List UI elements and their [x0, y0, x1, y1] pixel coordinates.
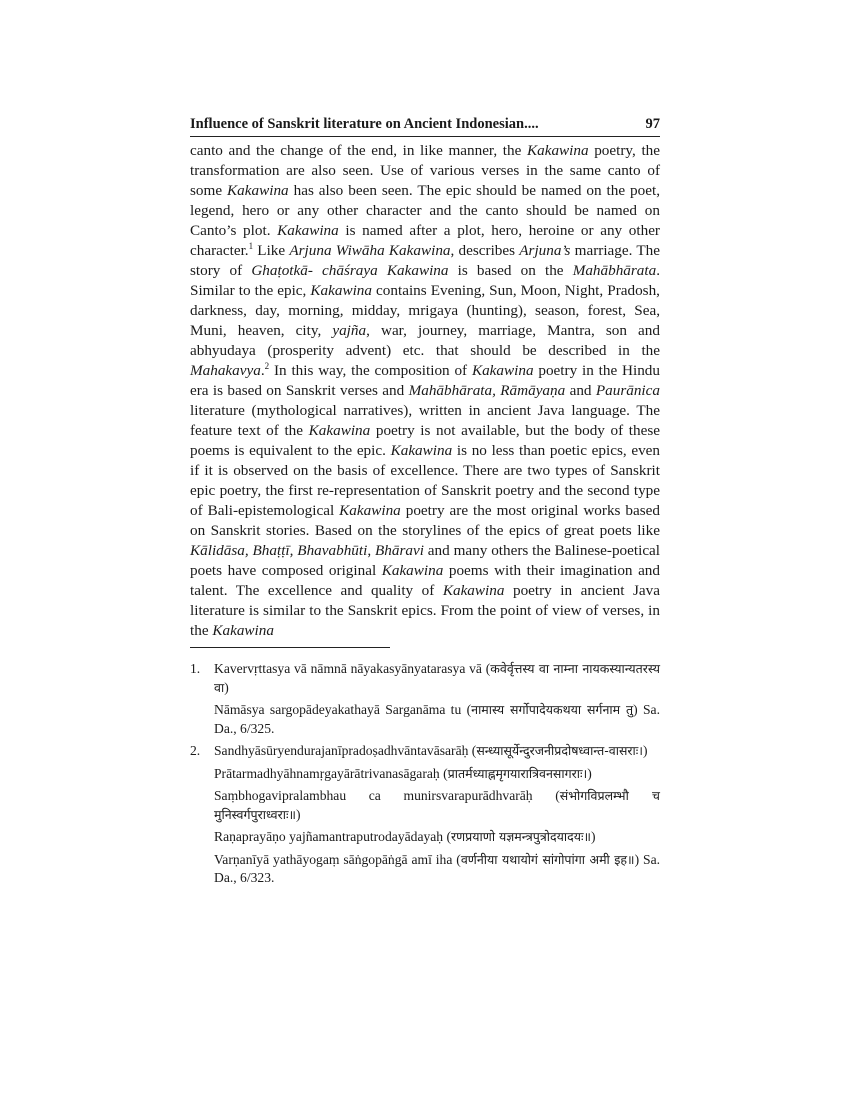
footnote-2 — [190, 742, 660, 892]
running-title: Influence of Sanskrit literature on Ancient Indonesian.... — [190, 116, 539, 132]
text-run: literature (mythological narratives), written in ancient Java language. The feature text of the — [190, 402, 660, 439]
running-header — [190, 116, 660, 137]
devanagari-text: कवेर्वृत्तस्य वा नाम्ना नायकस्यान्यतरस्य वा — [214, 661, 660, 695]
text-run: contains Evening, Sun, Moon, Night, Pradosh, darkness, day, morning, midday, mrigaya (hunting), season, forest, Sea, Muni, heaven, city, — [190, 282, 660, 339]
footnote-line — [214, 787, 660, 824]
italic-term: Kakawina — [390, 442, 453, 459]
italic-term: Mahābhārata — [572, 262, 657, 279]
devanagari-text: सन्ध्यासूर्येन्दुरजनीप्रदोषध्वान्त-वासराः। — [476, 743, 644, 758]
citation-text: ) — [591, 829, 596, 844]
footnote-ref-1[interactable]: 1 — [248, 240, 254, 251]
devanagari-text: संभोगविप्रलम्भौ च मुनिस्वर्गपुराध्वराः॥ — [214, 788, 660, 822]
italic-term: Kakawina — [339, 502, 401, 519]
citation-text: ) — [224, 679, 229, 695]
text-run: poetry, the transformation are also seen. Use of various verses in the same canto of some — [190, 142, 660, 199]
text-run: . — [260, 362, 265, 379]
footnote-number: 1. — [190, 661, 201, 676]
page-number: 97 — [645, 116, 660, 132]
roman-text: Prātarmadhyāhnamṛgayārātrivanasāgaraḥ ( — [214, 765, 448, 781]
italic-term: Kakawina — [442, 582, 505, 599]
footnote-line — [214, 660, 660, 697]
italic-term: Kakawina — [471, 362, 534, 379]
text-run: and many others the Balinese-poetical poets have composed original — [190, 542, 661, 579]
text-run: poetry are the most original works based on Sanskrit stories. Based on the storylines of the epics of great poets like — [190, 502, 661, 539]
text-run: Like — [253, 242, 290, 259]
text-run: and — [565, 382, 596, 399]
text-run: canto and the change of the end, in like manner, the — [190, 142, 527, 159]
italic-term: Kakawina — [381, 562, 444, 579]
footnote-line — [214, 701, 660, 738]
italic-term: Ghaṭotkā- chāśraya Kakawina — [251, 262, 449, 279]
text-run: . Similar to the epic, — [190, 262, 661, 299]
roman-text: Sandhyāsūryendurajanīpradoṣadhvāntavāsarāḥ ( — [214, 743, 477, 758]
italic-term: yajña — [332, 322, 367, 339]
text-run: has also been seen. The epic should be named on the poet, legend, hero or any other character and the canto should be named on Canto’s plot. — [190, 182, 660, 239]
devanagari-text: प्रातर्मध्याह्नमृगयारात्रिवनसागराः। — [447, 765, 588, 781]
footnote-line — [214, 828, 660, 847]
italic-term: Kakawina — [310, 282, 372, 299]
citation-text: ) — [587, 765, 592, 781]
page-content — [190, 116, 660, 892]
citation-text: ) — [295, 806, 301, 822]
italic-term: Kakawina — [526, 142, 589, 159]
italic-term: Kakawina — [227, 182, 289, 199]
italic-term: Kakawina — [212, 622, 274, 639]
citation-text: ) Sa. Da., 6/325. — [214, 702, 660, 736]
roman-text: Raṇaprayāṇo yajñamantraputrodayādayaḥ ( — [214, 829, 452, 844]
text-run: is named after a plot, hero, heroine or any other character. — [190, 222, 660, 259]
italic-term: Mahakavya — [190, 362, 261, 379]
text-run: poems with their imagination and talent. The excellence and quality of — [190, 562, 660, 599]
italic-term: Kakawina — [308, 422, 371, 439]
text-run: marriage. The story of — [190, 242, 660, 279]
text-run: In this way, the composition of — [269, 362, 472, 379]
body-paragraph — [190, 141, 660, 641]
footnote-line — [214, 851, 660, 888]
italic-term: Paurānica — [595, 382, 660, 399]
footnote-line — [214, 765, 660, 784]
text-run: , war, journey, marriage, Mantra, son and abhyudaya (prosperity advent) etc. that should be described in the — [190, 322, 660, 359]
roman-text: Kavervṛttasya vā nāmnā nāyakasyānyatarasya vā ( — [214, 661, 491, 676]
italic-term: Kakawina — [277, 222, 339, 239]
citation-text: ) Sa. Da., 6/323. — [214, 851, 660, 885]
text-run: is no less than poetic epics, even if it is observed on the basis of excellence. There are two types of Sanskrit epic poetry, the first re-representation of Sanskrit poetry and the second type of Bali-epistemological — [190, 442, 661, 519]
italic-term: Arjuna Wiwāha Kakawina — [289, 242, 451, 259]
footnote-separator — [190, 647, 390, 648]
devanagari-text: वर्णनीया यथायोगं सांगोपांगा अमी इह॥ — [460, 851, 635, 867]
text-run: poetry is not available, but the body of these poems is equivalent to the epic. — [190, 422, 661, 459]
text-run: , — [367, 542, 375, 559]
italic-term: Bhāravi — [375, 542, 424, 559]
devanagari-text: रणप्रयाणो यज्ञमन्त्रपुत्रोदयादयः॥ — [451, 829, 591, 844]
text-run: poetry in ancient Java literature is similar to the Sanskrit epics. From the point of view of verses, in the — [190, 582, 660, 639]
italic-term: Mahābhārata, Rāmāyaṇa — [408, 382, 566, 399]
roman-text: Varṇanīyā yathāyogaṃ sāṅgopāṅgā amī iha ( — [214, 851, 461, 867]
footnote-1 — [190, 660, 660, 742]
roman-text: Nāmāsya sargopādeyakathayā Sarganāma tu ( — [214, 702, 472, 717]
footnote-number: 2. — [190, 743, 201, 758]
italic-term: Arjuna’s — [519, 242, 571, 259]
roman-text: Saṃbhogavipralambhau ca munirsvarapurādhvarāḥ ( — [214, 788, 560, 803]
footnotes — [190, 660, 660, 892]
footnote-line — [214, 742, 660, 761]
citation-text: ) — [643, 743, 648, 758]
text-run: is based on the — [448, 262, 573, 279]
text-run: poetry in the Hindu era is based on Sanskrit verses and — [190, 362, 660, 399]
devanagari-text: नामास्य सर्गोपादेयकथया सर्गनाम तु — [471, 702, 634, 717]
italic-term: Kālidāsa, Bhaṭṭī, Bhavabhūti — [190, 542, 368, 559]
footnote-ref-2[interactable]: 2 — [264, 360, 270, 371]
text-run: , describes — [450, 242, 520, 259]
